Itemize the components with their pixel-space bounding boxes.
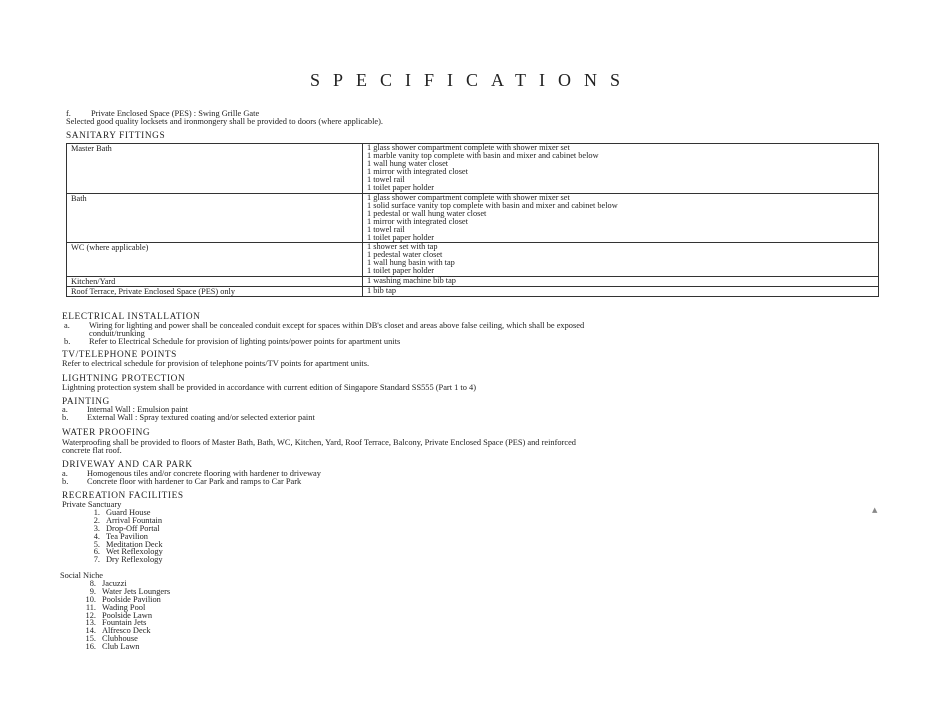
sanitary-row — [67, 276, 879, 286]
driveway-b-marker: b. — [62, 477, 69, 486]
sanitary-room-label: Kitchen/Yard — [67, 276, 363, 286]
facility-number: 15. — [85, 634, 96, 644]
facility-name: Wading Pool — [102, 602, 146, 612]
sanitary-row — [67, 286, 879, 296]
sanitary-row — [67, 243, 879, 276]
waterproofing-line1: Waterproofing shall be provided to floors of Master Bath, Bath, WC, Kitchen, Yard, Roof Terrace, Balcony, Private Enclosed Space (PES) and reinforced — [62, 438, 576, 447]
painting-a-marker: a. — [62, 405, 68, 414]
facility-number: 7. — [93, 555, 100, 565]
waterproofing-heading: WATER PROOFING — [62, 428, 151, 438]
facility-number: 1. — [93, 508, 100, 517]
sanitary-item: 1 bib tap — [367, 285, 397, 295]
sanitary-item: 1 wall hung water closet — [367, 159, 449, 169]
pes-marker: f. — [66, 109, 71, 118]
facility-name: Club Lawn — [102, 642, 140, 652]
facility-name: Meditation Deck — [106, 539, 163, 549]
facility-name: Clubhouse — [102, 634, 138, 644]
sanitary-table — [66, 143, 879, 297]
facility-name: Poolside Pavilion — [102, 594, 161, 604]
painting-b-text: External Wall : Spray textured coating and/or selected exterior paint — [87, 413, 315, 422]
facility-name: Dry Reflexology — [106, 555, 163, 565]
sanitary-room-label: Master Bath — [67, 144, 363, 194]
facility-number: 16. — [85, 642, 96, 652]
sanitary-item: 1 toilet paper holder — [367, 266, 435, 276]
sanitary-item: 1 shower set with tap — [367, 242, 438, 252]
sanitary-item: 1 glass shower compartment complete with shower mixer set — [367, 143, 570, 152]
facility-number: 2. — [93, 515, 100, 525]
sanitary-items-cell — [363, 243, 879, 276]
electrical-a-line2: conduit/trunking — [89, 329, 145, 338]
sanitary-item: 1 toilet paper holder — [367, 183, 435, 193]
facility-number: 9. — [89, 586, 96, 596]
scan-mark: ▲ — [872, 506, 878, 514]
sanitary-item: 1 glass shower compartment complete with shower mixer set — [367, 192, 570, 202]
painting-b-marker: b. — [62, 413, 69, 422]
lightning-heading: LIGHTNING PROTECTION — [62, 374, 186, 384]
sanitary-items-cell — [363, 144, 879, 194]
facility-name: Alfresco Deck — [102, 626, 151, 636]
sanitary-item: 1 towel rail — [367, 175, 405, 185]
page-title: SPECIFICATIONS — [309, 70, 634, 90]
facility-number: 5. — [93, 539, 100, 549]
facility-name: Tea Pavilion — [106, 531, 148, 541]
sanitary-room-label: WC (where applicable) — [67, 243, 363, 276]
tv-text: Refer to electrical schedule for provision of telephone points/TV points for apartment units. — [62, 359, 370, 368]
facility-name: Jacuzzi — [102, 579, 127, 588]
locksets-note: Selected good quality locksets and ironmongery shall be provided to doors (where applicable). — [66, 117, 383, 126]
sanitary-item: 1 mirror with integrated closet — [367, 167, 468, 177]
sanitary-item: 1 washing machine bib tap — [367, 275, 456, 285]
facility-name: Arrival Fountain — [106, 515, 163, 525]
facility-name: Guard House — [106, 508, 151, 517]
sanitary-items-cell — [363, 276, 879, 286]
sanitary-row — [67, 193, 879, 243]
sanitary-items-cell — [363, 193, 879, 243]
driveway-heading: DRIVEWAY AND CAR PARK — [62, 460, 193, 470]
driveway-a-text: Homogenous tiles and/or concrete flooring with hardener to driveway — [87, 469, 321, 478]
facility-number: 14. — [85, 626, 96, 636]
facility-number: 6. — [93, 547, 100, 557]
sanitary-item: 1 pedestal or wall hung water closet — [367, 208, 487, 218]
lightning-text: Lightning protection system shall be provided in accordance with current edition of Singapore Standard SS555 (Part 1 to 4) — [62, 383, 477, 392]
driveway-a-marker: a. — [62, 469, 68, 478]
electrical-b-text: Refer to Electrical Schedule for provision of lighting points/power points for apartment units — [89, 337, 401, 346]
facility-number: 13. — [85, 618, 96, 628]
sanitary-item: 1 solid surface vanity top complete with basin and mixer and cabinet below — [367, 200, 618, 210]
sanitary-row — [67, 144, 879, 194]
electrical-a-line1: Wiring for lighting and power shall be concealed conduit except for spaces within DB's closet and areas above false ceiling, which shall be exposed — [89, 321, 585, 330]
sanitary-item: 1 marble vanity top complete with basin and mixer and cabinet below — [367, 151, 599, 161]
niche-label: Social Niche — [60, 571, 104, 580]
painting-heading: PAINTING — [62, 397, 110, 407]
facility-name: Fountain Jets — [102, 618, 147, 628]
electrical-heading: ELECTRICAL INSTALLATION — [62, 312, 201, 322]
sanitary-heading: SANITARY FITTINGS — [66, 131, 166, 141]
sanitary-item: 1 towel rail — [367, 224, 405, 234]
facility-number: 10. — [85, 594, 96, 604]
sanitary-items-cell — [363, 286, 879, 296]
sanitary-item: 1 mirror with integrated closet — [367, 216, 468, 226]
sanitary-item: 1 toilet paper holder — [367, 233, 435, 243]
facility-name: Wet Reflexology — [106, 547, 163, 557]
pes-gate-text: Private Enclosed Space (PES) : Swing Grille Gate — [91, 109, 260, 118]
facility-name: Water Jets Loungers — [102, 586, 171, 596]
recreation-heading: RECREATION FACILITIES — [62, 491, 184, 501]
facility-number: 12. — [85, 610, 96, 620]
electrical-b-marker: b. — [64, 337, 71, 346]
facility-name: Drop-Off Portal — [106, 523, 160, 533]
sanitary-item: 1 wall hung basin with tap — [367, 258, 455, 268]
driveway-b-text: Concrete floor with hardener to Car Park and ramps to Car Park — [87, 477, 302, 486]
sanitary-item: 1 pedestal water closet — [367, 250, 443, 260]
facility-number: 3. — [93, 523, 100, 533]
tv-heading: TV/TELEPHONE POINTS — [62, 350, 177, 360]
facility-number: 4. — [93, 531, 100, 541]
facility-number: 11. — [85, 602, 96, 612]
sanitary-room-label: Bath — [67, 193, 363, 243]
facility-number: 8. — [89, 579, 96, 588]
painting-a-text: Internal Wall : Emulsion paint — [87, 405, 189, 414]
sanctuary-label: Private Sanctuary — [62, 500, 122, 509]
facility-name: Poolside Lawn — [102, 610, 153, 620]
sanitary-room-label: Roof Terrace, Private Enclosed Space (PES) only — [67, 286, 363, 296]
electrical-a-marker: a. — [64, 321, 70, 330]
waterproofing-line2: concrete flat roof. — [62, 446, 122, 455]
